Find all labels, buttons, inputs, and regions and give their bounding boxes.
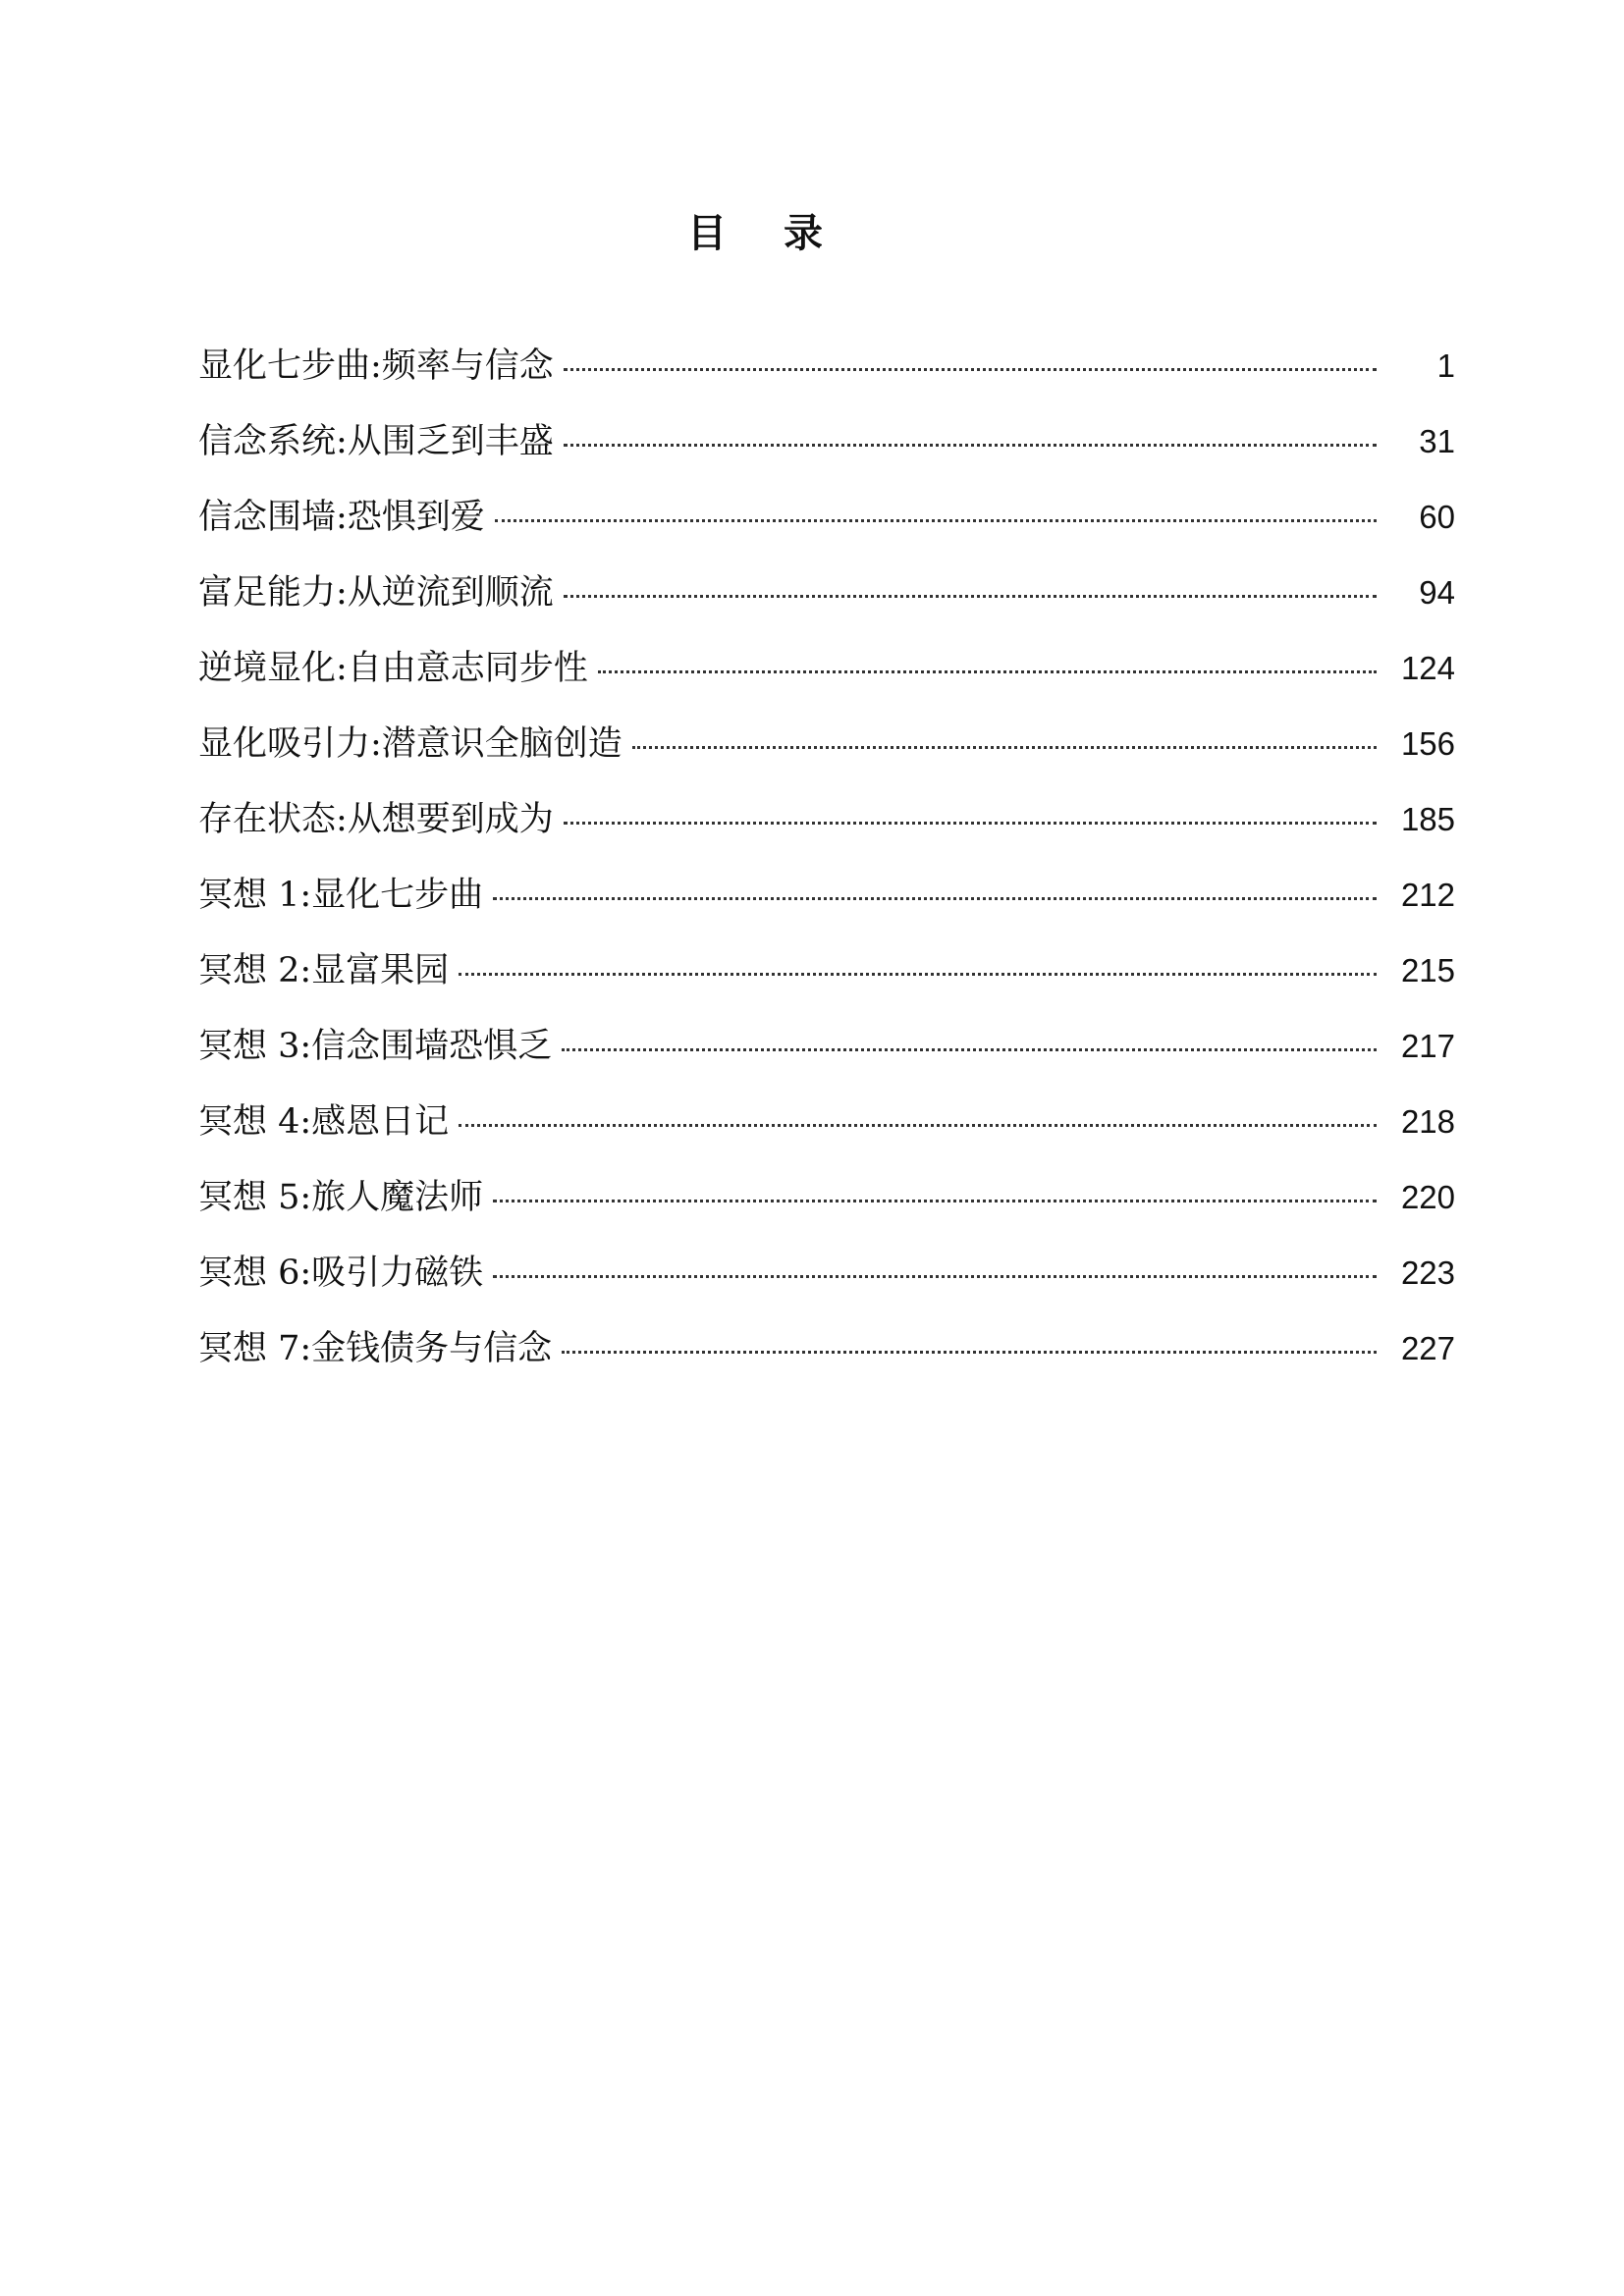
toc-entry-page: 156 [1400,725,1455,762]
toc-list [198,340,1455,1398]
toc-entry-page: 215 [1400,952,1455,988]
toc-entry-title: 冥想 7:金钱债务与信念 [198,1329,553,1368]
dot-leader [493,1200,1377,1202]
toc-entry[interactable] [198,869,1455,944]
toc-entry-page: 124 [1400,650,1455,686]
toc-entry[interactable] [198,340,1455,415]
toc-entry-title: 冥想 3:信念围墙恐惧乏 [198,1027,553,1066]
toc-entry-page: 185 [1400,801,1455,837]
dot-leader [493,1275,1377,1278]
toc-entry-title: 富足能力:从逆流到顺流 [198,573,554,613]
toc-entry[interactable] [198,718,1455,793]
toc-entry[interactable] [198,1247,1455,1322]
dot-leader [564,822,1377,825]
toc-entry-title: 逆境显化:自由意志同步性 [198,649,588,688]
toc-entry-page: 60 [1419,499,1455,535]
toc-entry-title: 冥想 4:感恩日记 [198,1102,450,1142]
toc-entry-page: 227 [1400,1330,1455,1366]
dot-leader [562,1351,1377,1354]
toc-entry-title: 冥想 1:显化七步曲 [198,876,484,915]
toc-entry-page: 94 [1419,574,1455,611]
toc-entry[interactable] [198,944,1455,1020]
toc-entry[interactable] [198,1171,1455,1247]
toc-entry-title: 冥想 5:旅人魔法师 [198,1178,484,1217]
dot-leader [495,519,1377,522]
toc-entry-title: 冥想 6:吸引力磁铁 [198,1254,484,1293]
dot-leader [562,1048,1377,1051]
toc-entry[interactable] [198,1020,1455,1095]
dot-leader [493,897,1377,900]
dot-leader [459,973,1377,976]
toc-entry-page: 217 [1400,1028,1455,1064]
toc-entry[interactable] [198,566,1455,642]
toc-entry-page: 218 [1400,1103,1455,1140]
toc-entry-page: 1 [1436,347,1455,384]
dot-leader [564,368,1377,371]
toc-entry[interactable] [198,1322,1455,1398]
toc-entry[interactable] [198,1095,1455,1171]
toc-entry[interactable] [198,415,1455,491]
toc-entry-title: 显化吸引力:潜意识全脑创造 [198,724,623,764]
toc-entry[interactable] [198,491,1455,566]
toc-entry-page: 31 [1419,423,1455,459]
toc-entry-title: 显化七步曲:频率与信念 [198,347,554,386]
toc-entry-page: 220 [1400,1179,1455,1215]
dot-leader [632,746,1377,749]
toc-entry-title: 冥想 2:显富果园 [198,951,450,990]
toc-entry[interactable] [198,793,1455,869]
toc-heading: 目 录 [687,210,844,256]
dot-leader [564,444,1377,447]
toc-entry-title: 信念围墙:恐惧到爱 [198,498,485,537]
dot-leader [598,670,1377,673]
dot-leader [564,595,1377,598]
toc-entry[interactable] [198,642,1455,718]
toc-entry-title: 存在状态:从想要到成为 [198,800,554,839]
toc-entry-page: 212 [1400,877,1455,913]
toc-entry-title: 信念系统:从围乏到丰盛 [198,422,554,461]
toc-entry-page: 223 [1400,1255,1455,1291]
dot-leader [459,1124,1377,1127]
